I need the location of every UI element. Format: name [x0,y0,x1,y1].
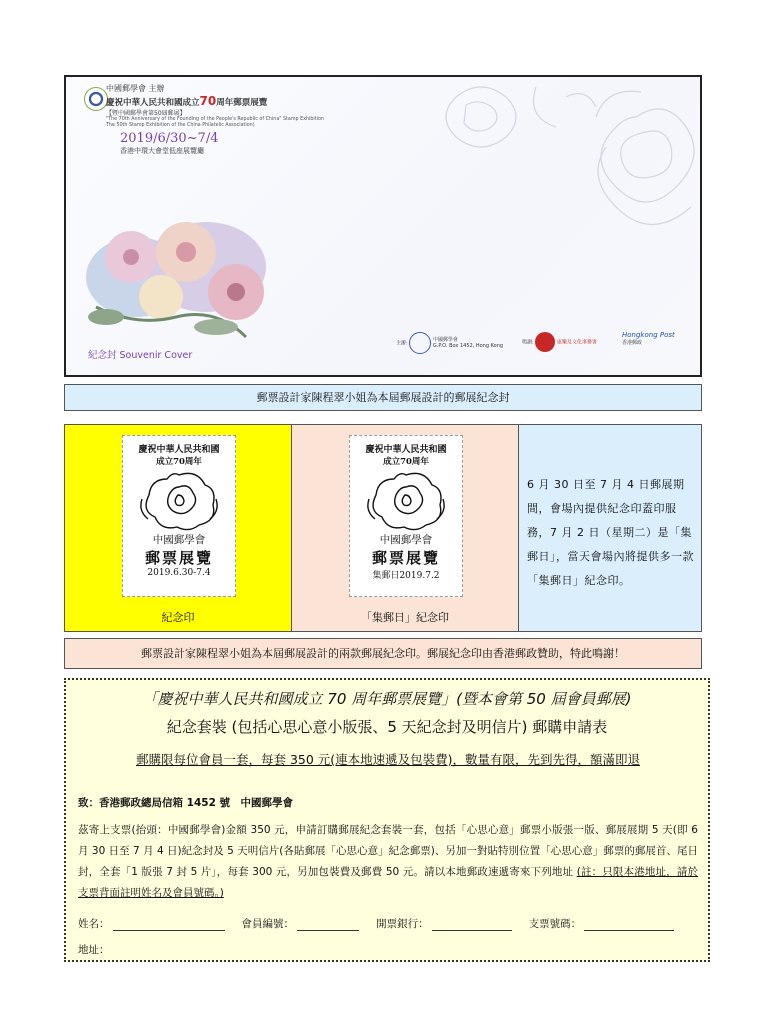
postmark1-line5: 2019.6.30-7.4 [147,568,211,578]
name-label: 姓名： [78,918,110,930]
form-heading: 「慶祝中華人民共和國成立 70 周年郵票展覽」(暨本會第 50 屆會員郵展) [142,690,632,708]
cover-english-line2: The 50th Stamp Exhibition of the China Philatelic Association) [106,123,255,128]
souvenir-cover-label: 紀念封 Souvenir Cover [88,350,193,361]
sponsor-label: 鳴謝: [522,339,534,346]
postmark-cell-commemorative [65,425,292,631]
peony-lineart-decoration [366,77,702,267]
postmark-cell-philately-day [292,425,519,631]
flower-painting [76,197,286,347]
address-row [78,942,110,957]
form-fields-row [78,916,698,931]
bank-field[interactable] [432,918,512,931]
hkpost-chinese: 香港郵政 [622,340,643,346]
postmark2-line4: 郵票展覽 [371,549,440,567]
postmark2-line2: 成立70周年 [383,457,429,467]
cover-title-post: 周年郵票展覽 [216,98,268,108]
bank-label: 開票銀行： [376,918,429,930]
organizer-address: G.P.O. Box 1452, Hong Kong [432,343,504,349]
organizer-block [396,332,503,354]
organizer-label: 主辦: [396,340,408,347]
cover-title-pre: 慶祝中華人民共和國成立 [106,98,200,108]
postmark2-line5: 集郵日2019.7.2 [372,571,440,581]
hkpost-logo: Hongkong Post [622,331,675,339]
postmark-table [64,424,702,632]
sponsor-block [522,332,597,352]
organizer-logo-icon [409,332,431,354]
philately-day-postmark [349,435,463,597]
cover-english-line1: "The 70th Anniversary of the Founding of the People's Republic of China" Stamp Exhibition [106,117,324,122]
lcsd-name: 康樂及文化事務署 [556,339,597,346]
postmark1-line2: 成立70周年 [156,457,202,467]
cheque-number-field[interactable] [584,918,674,931]
form-body-main: 茲寄上支票(抬頭：中國郵學會)金額 350 元，申請訂購郵展紀念套裝一套，包括「心思心意」郵票小版張一版、郵展展期 5 天(即 6 月 30 日至 7 月 4 日)紀念封及 5 天明信片(各貼郵展「心思心意」紀念郵票)、另加一對貼特別位置「心思心意」郵票的郵展首、尾日封，全套「1 版張 7 封 5 片」，每套 300 元，另加包裝費及郵費 50 元。請以本地郵政速遞寄來下列地址 [78,824,698,878]
peony-icon [134,469,224,531]
order-form [64,678,710,962]
form-recipient: 致：香港郵政總局信箱 1452 號 中國郵學會 [78,797,294,809]
cover-venue: 香港中環大會堂低座展覽廳 [120,147,204,155]
member-number-field[interactable] [297,918,359,931]
cover-title-number: 70 [199,94,217,108]
form-body-note: (註：只限本港地址，請於支票背面註明姓名及會員號碼。) [78,866,698,899]
organizer-name: 中國郵學會 [432,337,458,343]
cover-caption: 郵票設計家陳程翠小姐為本屆郵展設計的郵展紀念封 [64,384,702,411]
postmark1-line3: 中國郵學會 [152,534,206,546]
souvenir-cover-image [64,75,702,377]
postmark1-line1: 慶祝中華人民共和國 [138,445,220,455]
hkpost-block [622,332,675,347]
postmark-caption: 郵票設計家陳程翠小姐為本屆郵展設計的兩款郵展紀念印。郵展紀念印由香港郵政贊助，特此鳴謝！ [64,638,702,669]
postmark-note-cell [519,425,701,631]
cover-date: 2019/6/30~7/4 [120,131,219,146]
cover-header [80,83,380,156]
form-subheading: 紀念套裝 (包括心思心意小版張、5 天紀念封及明信片) 郵購申請表 [166,718,608,736]
cheque-number-label: 支票號碼： [528,918,582,930]
postmark2-line3: 中國郵學會 [379,534,433,546]
cover-organizer: 中國郵學會 主辦 [106,84,165,93]
peony-icon [361,469,451,531]
commemorative-postmark [122,435,236,597]
form-body [78,820,698,904]
cover-subtitle: 【暨中國郵學會第50屆郵展】 [106,110,186,117]
postmark1-label: 紀念印 [161,611,195,624]
lcsd-logo-icon [535,332,555,352]
postmark1-line4: 郵票展覽 [144,549,213,567]
postmark2-line1: 慶祝中華人民共和國 [365,445,447,455]
postmark-note: 6 月 30 日至 7 月 4 日郵展期間，會場內提供紀念印蓋印服務，7 月 2 日（星期二）是「集郵日」，當天會場內將提供多一款「集郵日」紀念印。 [527,478,694,587]
cover-title [106,94,380,108]
postmark2-label: 「集郵日」紀念印 [361,611,449,624]
form-terms: 郵購限每位會員一套，每套 350 元(連本地速遞及包裝費)，數量有限，先到先得，額滿即退 [135,752,641,767]
address-label: 地址： [78,944,110,956]
name-field[interactable] [113,918,225,931]
member-number-label: 會員編號： [241,918,295,930]
